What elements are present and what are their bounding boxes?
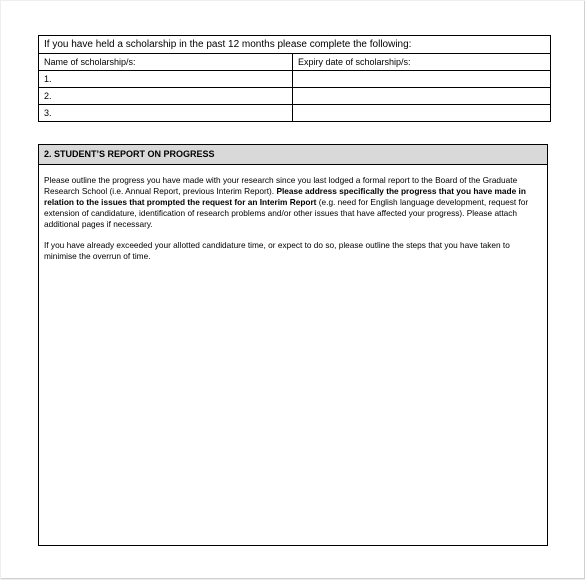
progress-report-heading: 2. STUDENT’S REPORT ON PROGRESS [39, 145, 547, 165]
progress-report-response-area[interactable] [39, 165, 547, 262]
expiry-date-cell-1[interactable] [293, 71, 551, 88]
scholarship-table-title: If you have held a scholarship in the past 12 months please complete the following: [39, 36, 551, 54]
progress-instructions-emphasis: Please address specifically the progress that you have made in relation to the issues that prompted the request for an Interim Report [44, 186, 526, 207]
scholarship-table [38, 35, 551, 122]
progress-report-section [38, 144, 548, 546]
progress-instructions-text-continued: (e.g. need for English language development, request for extension of candidature, identification of research problems and/or other issues that have affected your progress). Please attach additional pages if necessary. [44, 197, 529, 229]
column-header-scholarship-name: Name of scholarship/s: [39, 54, 293, 71]
progress-instructions-text: Please outline the progress you have made with your research since you last lodged a formal report to the Board of the Graduate Research School (i.e. Annual Report, previous Interim Report). [44, 175, 518, 196]
table-row [39, 105, 551, 122]
expiry-date-cell-2[interactable] [293, 88, 551, 105]
scholarship-name-cell-3[interactable]: 3. [39, 105, 293, 122]
overrun-instructions-paragraph: If you have already exceeded your allotted candidature time, or expect to do so, please outline the steps that you have taken to minimise the overrun of time. [44, 240, 510, 261]
column-header-expiry-date: Expiry date of scholarship/s: [293, 54, 551, 71]
document-page [1, 1, 585, 579]
table-row [39, 88, 551, 105]
scholarship-name-cell-2[interactable]: 2. [39, 88, 293, 105]
table-row [39, 71, 551, 88]
progress-instructions-paragraph [44, 175, 541, 230]
expiry-date-cell-3[interactable] [293, 105, 551, 122]
scholarship-name-cell-1[interactable]: 1. [39, 71, 293, 88]
